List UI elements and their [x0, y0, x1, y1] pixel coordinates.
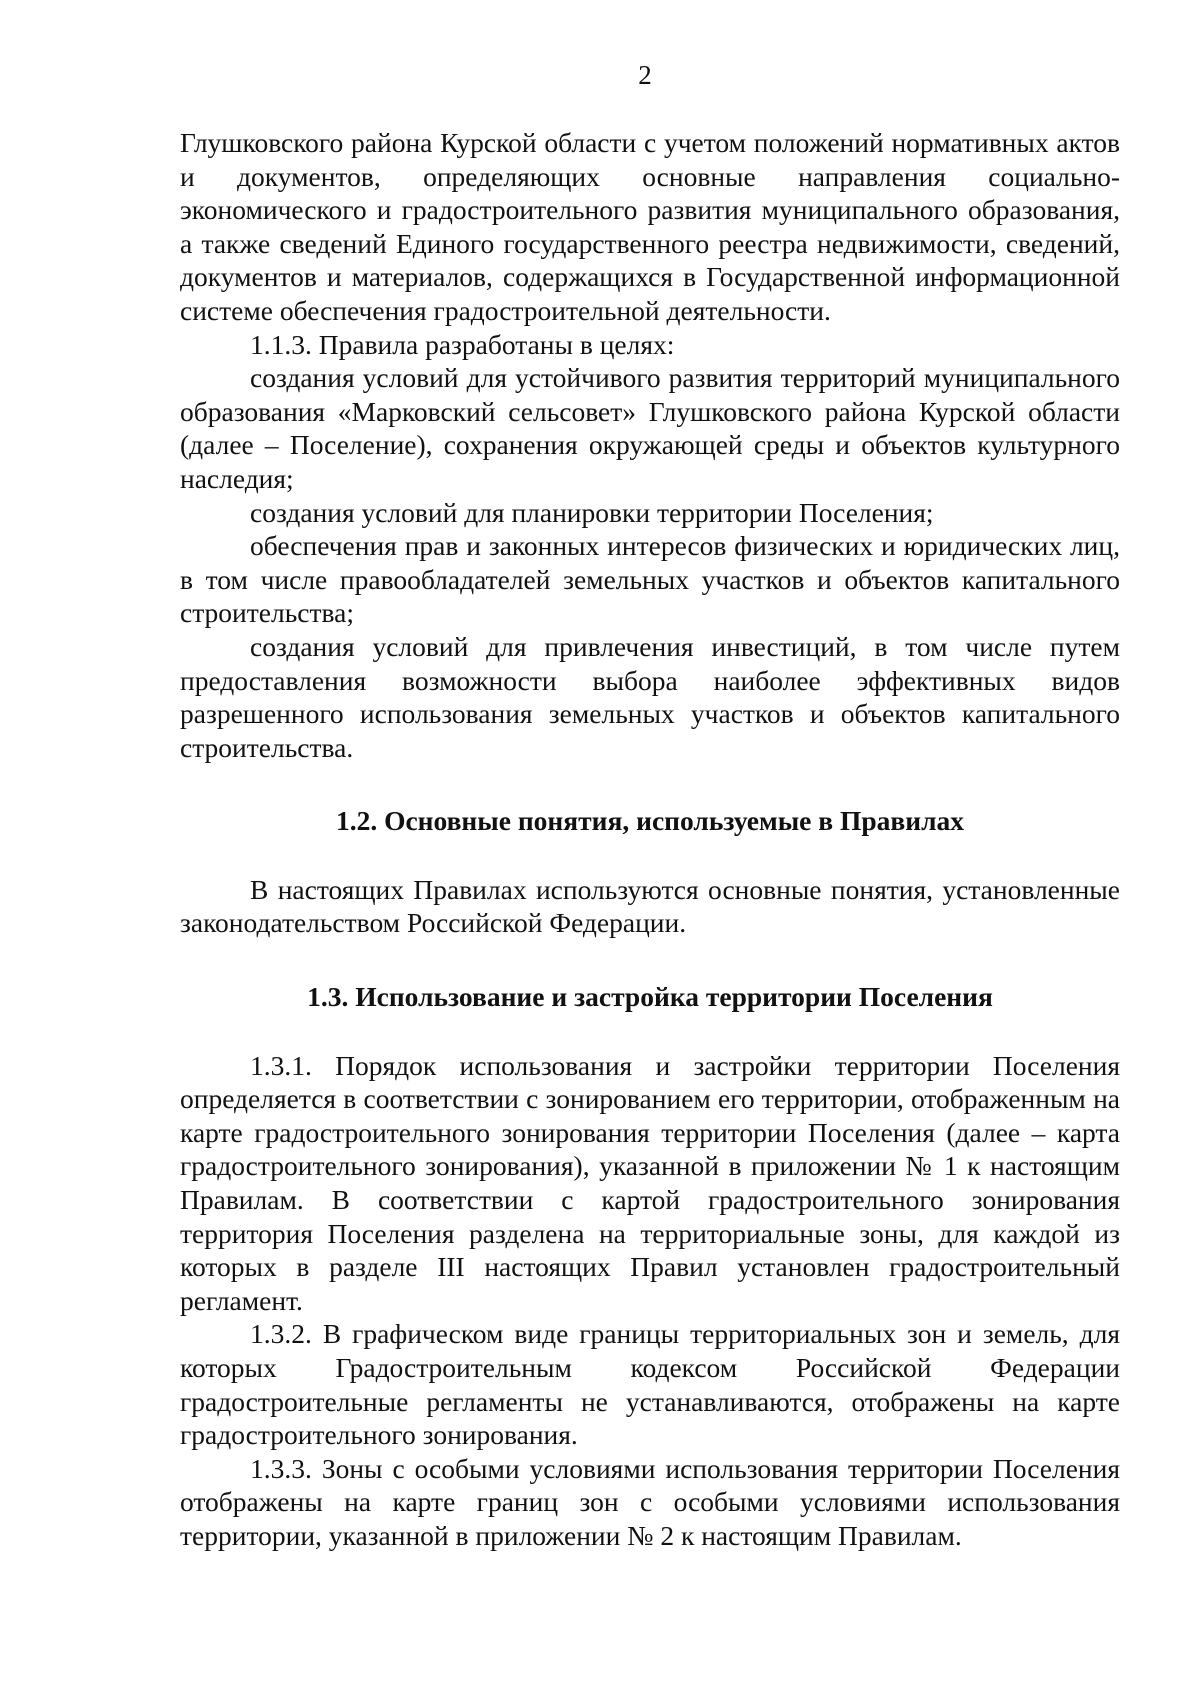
section-heading-1-2: 1.2. Основные понятия, используемые в Правилах	[335, 805, 965, 837]
section-heading-1-3: 1.3. Использование и застройка территории Поселения	[307, 981, 993, 1013]
paragraph-1-3-2: 1.3.2. В графическом виде границы территориальных зон и земель, для которых Градостроительным кодексом Российской Федерации градостроительные регламенты не устанавливаются, отображены на карте градостроительного зонирования.	[180, 1318, 1120, 1451]
paragraph-basic-concepts: В настоящих Правилах используются основные понятия, установленные законодательством Российской Федерации.	[180, 873, 1120, 939]
paragraph-goals-intro: 1.1.3. Правила разработаны в целях:	[250, 328, 675, 360]
paragraph-1-3-3: 1.3.3. Зоны с особыми условиями использования территории Поселения отображены на карте границ зон с особыми условиями использования территории, указанной в приложении № 2 к настоящим Правилам.	[180, 1452, 1120, 1551]
page-number: 2	[638, 60, 652, 90]
paragraph-1-3-1: 1.3.1. Порядок использования и застройки территории Поселения определяется в соответствии с зонированием его территории, отображенным на карте градостроительного зонирования территории Поселения (далее – карта градостроительного зонирования), указанной в приложении № 1 к настоящим Правилам. В соответствии с картой градостроительного зонирования территория Поселения разделена на территориальные зоны, для каждой из которых в разделе III настоящих Правил установлен градостроительный регламент.	[180, 1049, 1120, 1316]
paragraph-goal-4: создания условий для привлечения инвестиций, в том числе путем предоставления возможности выбора наиболее эффективных видов разрешенного использования земельных участков и объектов капитального строительства.	[180, 630, 1120, 763]
paragraph-goal-1: создания условий для устойчивого развития территорий муниципального образования «Марковский сельсовет» Глушковского района Курской области (далее – Поселение), сохранения окружающей среды и объектов культурного наследия;	[180, 362, 1120, 494]
paragraph-goal-2: создания условий для планировки территории Поселения;	[250, 496, 934, 528]
paragraph-goal-3: обеспечения прав и законных интересов физических и юридических лиц, в том числе правообладателей земельных участков и объектов капитального строительства;	[180, 530, 1120, 629]
document-body	[180, 126, 1120, 1553]
paragraph-continuation: Глушковского района Курской области с учетом положений нормативных актов и документов, определяющих основные направления социально-экономического и градостроительного развития муниципального образования, а также сведений Единого государственного реестра недвижимости, сведений, документов и материалов, содержащихся в Государственной информационной системе обеспечения градостроительной деятельности.	[180, 127, 1120, 326]
